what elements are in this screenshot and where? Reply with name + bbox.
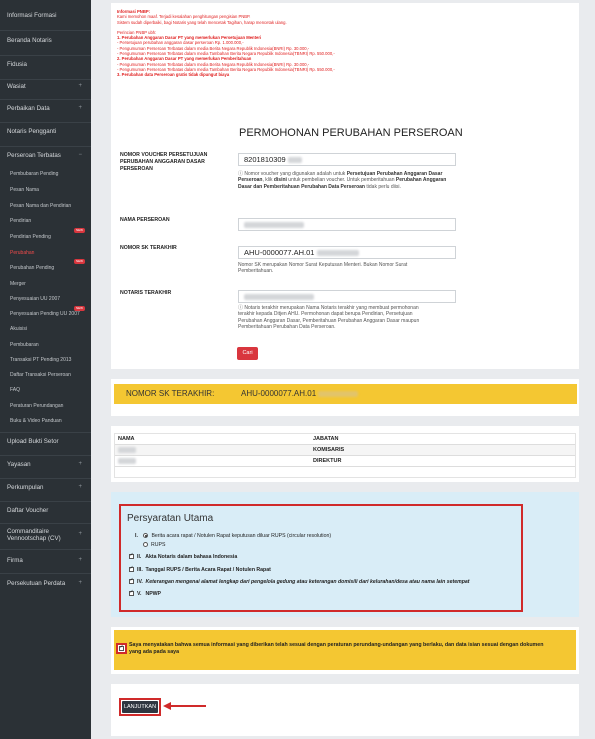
info-line: - Pengumuman Perseroan Terbatas dalam media Berita Negara Republik Indonesia(BNRI) Rp. 30.000,-	[117, 61, 310, 67]
jabatan-cell: KOMISARIS	[313, 447, 345, 453]
col-jabatan: JABATAN	[313, 436, 339, 442]
nav-label: Firma	[7, 557, 23, 564]
help-text: , klik	[262, 177, 274, 184]
nav-fidusia[interactable]	[0, 61, 91, 68]
req-item-2	[129, 554, 237, 560]
sk-banner-label: NOMOR SK TERAKHIR:	[126, 389, 215, 398]
redacted-text	[244, 222, 304, 228]
sub-label: Transaksi PT Pending 2013	[10, 357, 72, 363]
divider	[0, 549, 91, 550]
sub-pesan-nama-pendirian[interactable]	[0, 203, 91, 209]
sub-label: Pembubaran Pending	[10, 171, 59, 177]
info-line: Informasi PNBP:	[117, 9, 151, 14]
req-num: V.	[137, 591, 142, 597]
nav-notaris-pengganti[interactable]	[0, 128, 91, 135]
nav-label: Notaris Pengganti	[7, 128, 57, 135]
declaration-card	[111, 627, 579, 674]
sk-banner	[114, 384, 577, 404]
nav-label: Perkumpulan	[7, 484, 44, 491]
req-item-4	[129, 579, 469, 585]
sk-banner-card	[111, 379, 579, 416]
help-text: Pemberitahuan Perubahan Data Perseroan.	[238, 324, 336, 331]
redacted-text	[318, 391, 358, 397]
req-item-1	[135, 533, 331, 539]
lanjutkan-highlight	[119, 698, 161, 716]
notaris-terakhir-input[interactable]	[238, 290, 456, 303]
sk-value: AHU-0000077.AH.01	[244, 248, 315, 257]
info-line: - Persetujuan perubahan anggaran dasar perseroan Rp. 1.000.000,-	[117, 40, 244, 46]
checkbox-akta[interactable]	[129, 554, 134, 559]
sub-pendirian-pending[interactable]	[0, 234, 91, 240]
sk-banner-value	[241, 389, 358, 398]
declaration-line: yang ada pada saya	[129, 649, 180, 655]
nav-perkumpulan[interactable]	[0, 484, 91, 491]
table-header	[115, 434, 575, 445]
req-num: III.	[137, 567, 143, 573]
cari-button[interactable]: Cari	[237, 347, 258, 360]
req-item-1-rups	[143, 542, 165, 548]
sub-label: Perubahan Pending	[10, 265, 55, 271]
info-icon: ⓘ	[238, 171, 244, 177]
redacted-text	[244, 294, 314, 300]
nav-label-2: Vennootschap (CV)	[7, 535, 61, 542]
sub-pendirian[interactable]	[0, 218, 91, 224]
sub-label: Pendirian Pending	[10, 234, 51, 240]
sk-help	[238, 262, 458, 275]
jabatan-cell: DIREKTUR	[313, 458, 342, 464]
declaration-checkbox[interactable]	[119, 646, 124, 651]
nav-yayasan[interactable]	[0, 461, 91, 468]
nav-label: Fidusia	[7, 61, 27, 68]
declaration-box	[114, 630, 576, 670]
sub-label: Pendirian	[10, 218, 32, 224]
radio-rups[interactable]	[143, 542, 148, 547]
persyaratan-highlight	[119, 504, 523, 612]
main-content	[91, 0, 595, 739]
sub-penyesuaian-pending[interactable]	[0, 311, 91, 317]
table-row	[115, 456, 575, 467]
submit-card	[111, 684, 579, 736]
nav-label: Yayasan	[7, 461, 31, 468]
divider	[0, 478, 91, 479]
sub-perubahan[interactable]	[0, 250, 91, 256]
nav-label: Persekutuan Perdata	[7, 580, 66, 587]
sub-label: Akuisisi	[10, 326, 27, 332]
sub-peraturan[interactable]	[0, 403, 91, 409]
label-line: PERUBAHAN ANGGARAN DASAR	[120, 159, 205, 165]
nav-wasiat[interactable]	[0, 83, 91, 90]
nav-daftar-voucher[interactable]	[0, 507, 91, 514]
nav-perbaikan-data[interactable]	[0, 105, 91, 112]
divider	[0, 99, 91, 100]
collapse-icon: −	[78, 152, 82, 158]
expand-icon: +	[78, 83, 82, 89]
divider	[0, 455, 91, 456]
label-line: NOMOR VOUCHER PERSETUJUAN	[120, 152, 208, 158]
nav-label: Perbaikan Data	[7, 105, 50, 112]
sub-label: Buku & Video Panduan	[10, 418, 62, 424]
req-text: NPWP	[145, 591, 162, 597]
sub-label: Peraturan Perundangan	[10, 403, 64, 409]
sub-pembubaran[interactable]	[0, 342, 91, 348]
info-line: Kami memohon maaf. Terjadi kesalahan penghitungan pengisian PNBP.	[117, 14, 251, 20]
nav-label: Informasi Formasi	[7, 12, 57, 19]
sub-merger[interactable]	[0, 281, 91, 287]
notaris-terakhir-label: NOTARIS TERAKHIR	[120, 290, 172, 296]
sub-penyesuaian-uu-2007[interactable]	[0, 296, 91, 302]
nav-label: Commanditaire	[7, 528, 49, 535]
sub-label: Penyesuaian UU 2007	[10, 296, 61, 302]
declaration-checkbox-highlight[interactable]	[116, 643, 127, 654]
nav-firma[interactable]	[0, 557, 91, 564]
page-title: PERMOHONAN PERUBAHAN PERSEROAN	[239, 127, 463, 139]
voucher-help	[238, 171, 458, 190]
info-line: Perincian PNBP ubh:	[117, 29, 157, 35]
nav-label: Wasiat	[7, 83, 26, 90]
help-text: Pemberitahuan.	[238, 268, 274, 275]
sk-banner-number: AHU-0000077.AH.01	[241, 389, 317, 398]
help-text: Nomor voucher yang digunakan adalah untuk	[244, 171, 346, 177]
nama-perseroan-label: NAMA PERSEROAN	[120, 217, 170, 223]
voucher-label	[120, 152, 207, 173]
checkbox-npwp[interactable]	[129, 591, 134, 596]
req-item-5	[129, 591, 161, 597]
sidebar	[0, 0, 91, 739]
req-item-3	[129, 567, 271, 573]
divider	[0, 79, 91, 80]
redacted-text	[317, 250, 359, 256]
sub-perubahan-pending[interactable]	[0, 265, 91, 271]
voucher-input[interactable]	[238, 153, 456, 166]
pengurus-card	[111, 426, 579, 482]
sub-label: Pesan Nama	[10, 187, 39, 193]
expand-icon: +	[78, 484, 82, 490]
nav-persekutuan-perdata[interactable]	[0, 580, 91, 587]
divider	[0, 55, 91, 56]
sub-daftar-transaksi[interactable]	[0, 372, 91, 378]
checkbox-tanggal-rups[interactable]	[129, 567, 134, 572]
help-bold: Dasar Perseroan	[238, 171, 443, 184]
req-text: Keterangan mengenai alamat lengkap dari pengelola gedung atau keterangan domisili dari kelurahan/desa atau nama lain setempat	[145, 579, 470, 585]
nav-commanditaire-vennootschap[interactable]	[0, 528, 91, 542]
declaration-line: Saya menyatakan bahwa semua informasi yang diberikan telah sesuai dengan peraturan perundang-undangan yang berlaku, dan data isian sesuai dengan dokumen	[129, 642, 544, 648]
persyaratan-panel	[111, 492, 579, 617]
info-line: - Pengumuman Perseroan Terbatas dalam media Berita Negara Republik Indonesia(BNRI) Rp. 30.000,-	[117, 45, 310, 51]
divider	[0, 523, 91, 524]
expand-icon: +	[78, 557, 82, 563]
help-text: untuk pembelian voucher. Untuk pemberitahuan	[286, 177, 395, 184]
nav-label: Beranda Notaris	[7, 37, 52, 44]
req-num: II.	[137, 554, 142, 560]
sub-faq[interactable]	[0, 387, 91, 393]
redacted-text	[118, 458, 136, 464]
req-text: Tanggal RUPS / Berita Acara Rapat / Notulen Rapat	[145, 567, 271, 573]
nav-label: Daftar Voucher	[7, 507, 49, 514]
expand-icon: +	[78, 531, 82, 537]
sub-label: Daftar Transaksi Perseroan	[10, 372, 71, 378]
req-text: Akta Notaris dalam bahasa Indonesia	[145, 554, 238, 560]
sub-akuisisi[interactable]	[0, 326, 91, 332]
form-card	[111, 3, 579, 369]
req-num: I.	[135, 533, 138, 539]
persyaratan-title: Persyaratan Utama	[127, 513, 214, 524]
divider	[0, 573, 91, 574]
help-text: terakhir kepada Ditjen AHU. Permohonan dapat berupa Pendirian, Persetujuan	[238, 311, 413, 318]
help-text: tidak	[365, 183, 377, 190]
info-line: - Pengumuman Perseroan Terbatas dalam media Tambahan Berita Negara Republik Indonesia(TBNRI) Rp. 550.000,-	[117, 51, 335, 57]
sub-pesan-nama[interactable]	[0, 187, 91, 193]
table-row	[115, 445, 575, 456]
help-text: Notaris terakhir merupakan Nama Notaris terakhir yang membuat permohonan	[244, 305, 419, 311]
sub-label: FAQ	[10, 387, 21, 393]
expand-icon: +	[78, 461, 82, 467]
nav-upload-bukti-setor[interactable]	[0, 438, 91, 445]
sub-label: Perubahan	[10, 250, 35, 256]
divider	[0, 146, 91, 147]
info-line: 1. Perubahan Anggaran Dasar PT yang memerlukan Persetujuan Menteri	[117, 35, 262, 41]
new-badge: NEW	[76, 228, 83, 232]
radio-circular[interactable]	[143, 533, 148, 538]
info-line: Sistem sudah diperbaiki, bagi Notaris yang telah mencetak Tagihan, harap mencetak ulang.	[117, 19, 287, 25]
divider	[0, 30, 91, 31]
pengurus-table	[114, 433, 576, 478]
req-num: IV.	[137, 579, 143, 585]
sub-label: Pembubaran	[10, 342, 39, 348]
sub-pembubaran-pending[interactable]	[0, 171, 91, 177]
nav-perseroan-terbatas[interactable]	[0, 152, 91, 159]
sub-buku-video[interactable]	[0, 418, 91, 424]
col-nama: NAMA	[118, 436, 135, 442]
redacted-text	[288, 157, 302, 163]
sub-label: Penyesuaian Pending UU 2007	[10, 311, 80, 317]
info-line: 2. Perubahan Anggaran Dasar PT yang memerlukan Pemberitahuan	[117, 56, 252, 62]
nav-label: Perseroan Terbatas	[7, 152, 61, 159]
redacted-text	[118, 447, 136, 453]
lanjutkan-button[interactable]: LANJUTKAN	[122, 701, 158, 713]
sk-terakhir-label: NOMOR SK TERAKHIR	[120, 245, 177, 251]
label-line: PERSEROAN	[120, 166, 153, 172]
req-text: Berita acara rapat / Notulen Rapat keputusan diluar RUPS (circular resolution)	[151, 533, 332, 539]
divider	[0, 501, 91, 502]
help-bold: Perubahan Anggaran Dasar dan Pemberitahuan Perubahan Data Perseroan	[238, 177, 447, 190]
help-text: Nomor SK merupakan Nomor Surat Keputusan Menteri. Bukan Nomor Surat	[238, 262, 408, 268]
arrow-left-icon	[163, 702, 207, 710]
disini-link[interactable]: disini	[273, 177, 287, 184]
sub-label: Pesan Nama dan Pendirian	[10, 203, 72, 209]
sub-transaksi-pt-pending[interactable]	[0, 357, 91, 363]
help-bold: Persetujuan Perubahan Anggaran	[346, 171, 428, 177]
checkbox-domisili[interactable]	[129, 579, 134, 584]
expand-icon: +	[78, 580, 82, 586]
notaris-help	[238, 305, 460, 331]
help-text: perlu diisi.	[378, 183, 401, 190]
new-badge: NEW	[76, 306, 83, 310]
info-line: 3. Perubahan data Perseroan gratis tidak dipungut biaya	[117, 72, 230, 78]
declaration-text	[129, 642, 574, 656]
sub-label: Merger	[10, 281, 26, 287]
new-badge: NEW	[76, 259, 83, 263]
expand-icon: +	[78, 105, 82, 111]
sk-terakhir-input[interactable]	[238, 246, 456, 259]
nama-perseroan-input[interactable]	[238, 218, 456, 231]
divider	[0, 432, 91, 433]
info-icon: ⓘ	[238, 305, 244, 311]
nav-beranda-notaris[interactable]	[0, 37, 91, 44]
help-text: Perubahan Anggaran Dasar, Pemberitahuan Perubahan Anggaran Dasar maupun	[238, 317, 420, 324]
req-text: RUPS	[151, 542, 166, 548]
nav-informasi-formasi[interactable]	[0, 12, 91, 19]
voucher-value: 8201810309	[244, 155, 286, 164]
divider	[0, 122, 91, 123]
nav-label: Upload Bukti Setor	[7, 438, 59, 445]
info-line: - Pengumuman Perseroan Terbatas dalam media Tambahan Berita Negara Republik Indonesia(TBNRI) Rp. 550.000,-	[117, 66, 335, 72]
pnbp-info	[117, 9, 575, 78]
